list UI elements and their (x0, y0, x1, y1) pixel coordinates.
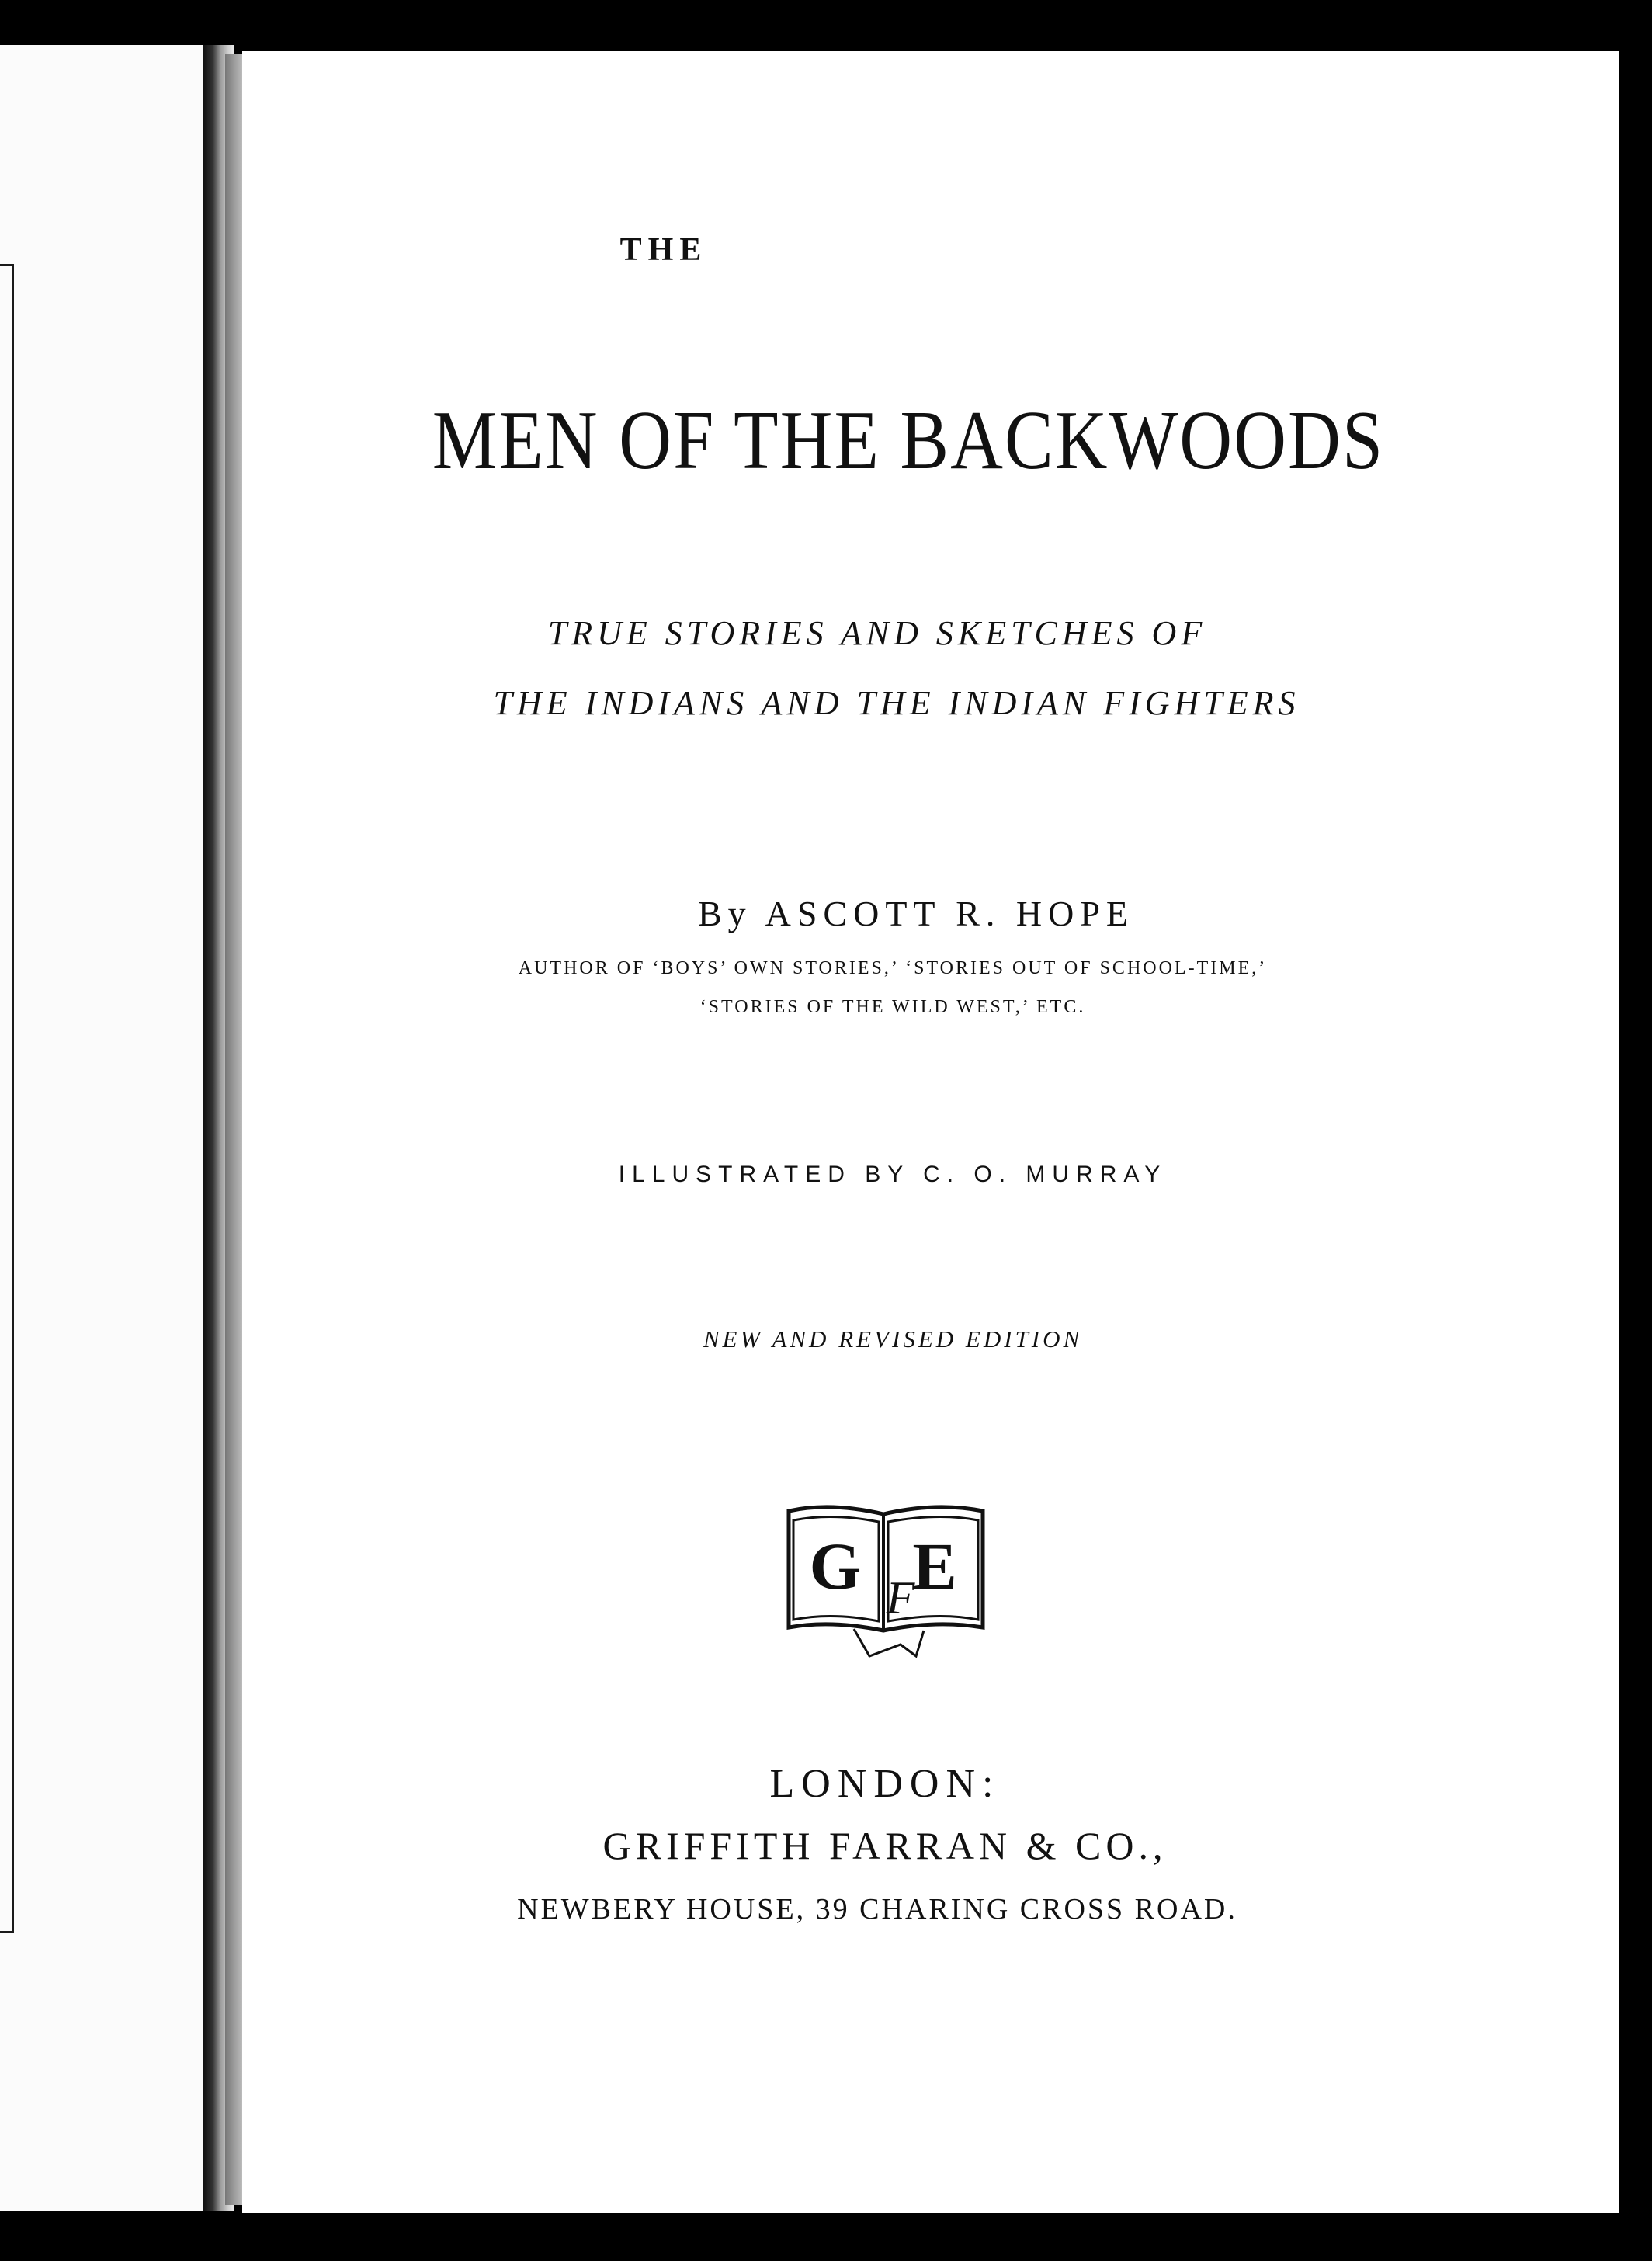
illustrator-credit: ILLUSTRATED BY C. O. MURRAY (618, 1162, 1168, 1187)
monogram-right: E (912, 1529, 957, 1603)
open-book-monogram-icon (784, 1497, 987, 1660)
title-page (242, 51, 1619, 2213)
book-title: MEN OF THE BACKWOODS (432, 394, 1385, 487)
scan-border (1619, 51, 1652, 2213)
subtitle-line-1: TRUE STORIES AND SKETCHES OF (547, 614, 1207, 652)
publisher-name: GRIFFITH FARRAN & CO., (602, 1824, 1168, 1867)
author-works-line-2: ‘STORIES OF THE WILD WEST,’ ETC. (699, 997, 1086, 1017)
monogram-center: F (886, 1572, 915, 1624)
left-page-frame (0, 264, 14, 1933)
page-edge-shadow (225, 54, 242, 2205)
publisher-city: LONDON: (769, 1762, 1001, 1806)
subtitle-line-2: THE INDIANS AND THE INDIAN FIGHTERS (493, 684, 1300, 722)
monogram-left: G (809, 1529, 862, 1603)
author-byline: By ASCOTT R. HOPE (697, 894, 1135, 933)
pretitle: THE (620, 232, 708, 268)
author-works-line-1: AUTHOR OF ‘BOYS’ OWN STORIES,’ ‘STORIES OUT OF SCHOOL-TIME,’ (518, 958, 1268, 978)
left-page-edge (0, 45, 203, 2211)
edition-note: NEW AND REVISED EDITION (703, 1325, 1083, 1353)
publisher-address: NEWBERY HOUSE, 39 CHARING CROSS ROAD. (517, 1893, 1237, 1926)
